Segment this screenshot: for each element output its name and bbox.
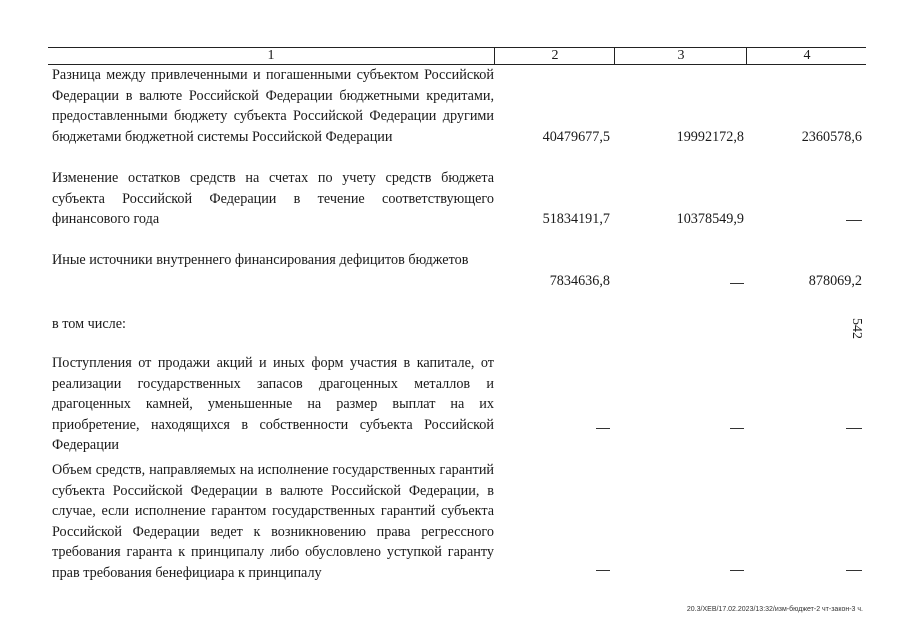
table-header <box>48 47 866 65</box>
row-value-col3: 19992172,8 <box>676 129 744 145</box>
table-row <box>52 460 866 586</box>
table-row <box>52 314 866 336</box>
table-row <box>52 353 866 453</box>
row-label: в том числе: <box>52 316 126 332</box>
row-label: Разница между привлеченными и погашенными субъектом Российской Федерации в валюте Российской Федерации бюджетными кредитами, предоставленными бюджету субъекта Российской Федерации другими бюджетами бюджетной системы Российской Федерации <box>52 67 494 145</box>
row-value-col2: 7834636,8 <box>549 273 610 289</box>
row-value-col4: 878069,2 <box>808 273 862 289</box>
header-col-4: 4 <box>746 48 867 64</box>
page-number: 542 <box>849 318 864 339</box>
footer-stamp: 20.3/ХЕВ/17.02.2023/13:32/изм-бюджет-2 чт-закон-3 ч. <box>686 606 863 613</box>
row-dash-col3 <box>730 283 744 284</box>
row-label: Изменение остатков средств на счетах по учету средств бюджета субъекта Российской Федерации в течение соответствующего финансового года <box>52 170 494 227</box>
row-dash-col4 <box>846 428 862 429</box>
header-col-3: 3 <box>614 48 747 64</box>
row-dash-col2 <box>596 428 610 429</box>
row-label: Объем средств, направляемых на исполнение государственных гарантий субъекта Российской Федерации в валюте Российской Федерации, в случае, если исполнение гарантом государственных гарантий субъекта Российской Федерации ведет к возникновению права регрессного требования гаранта к принципалу либо обусловлено уступкой гаранту прав требования бенефициара к принципалу <box>52 462 494 581</box>
row-dash-col3 <box>730 428 744 429</box>
header-col-2: 2 <box>494 48 615 64</box>
table-row <box>52 250 866 294</box>
row-value-col2: 51834191,7 <box>542 211 610 227</box>
row-dash-col3 <box>730 570 744 571</box>
row-value-col4: 2360578,6 <box>801 129 862 145</box>
row-label: Поступления от продажи акций и иных форм участия в капитале, от реализации государственных запасов драгоценных металлов и драгоценных камней, уменьшенные на размер выплат на их приобретение, находящихся в собственности субъекта Российской Федерации <box>52 355 494 453</box>
row-value-col2: 40479677,5 <box>542 129 610 145</box>
row-dash-col2 <box>596 570 610 571</box>
row-dash-col4 <box>846 570 862 571</box>
row-label: Иные источники внутреннего финансирования дефицитов бюджетов <box>52 252 469 268</box>
row-value-col3: 10378549,9 <box>676 211 744 227</box>
row-dash-col4 <box>846 220 862 221</box>
header-col-1: 1 <box>267 48 275 63</box>
table-row <box>52 168 866 232</box>
table-row <box>52 65 866 149</box>
